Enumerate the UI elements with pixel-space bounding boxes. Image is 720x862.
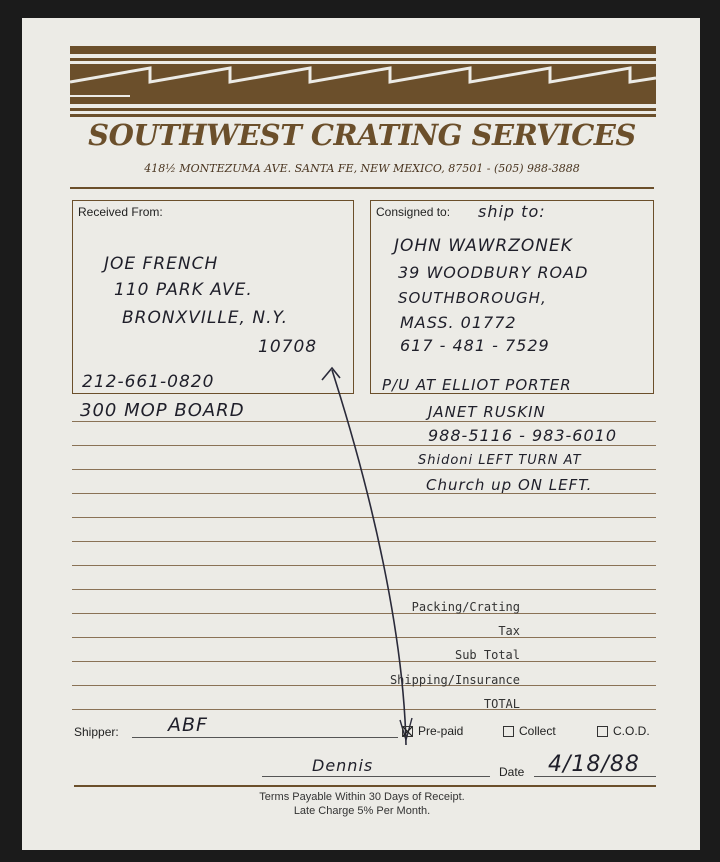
pickup-note: P/U AT ELLIOT PORTER: [382, 376, 572, 394]
recipient-street: 39 WOODBURY ROAD: [398, 263, 589, 282]
cod-checkbox[interactable]: [597, 726, 608, 737]
packing-crating-label: Packing/Crating: [411, 600, 520, 614]
date-value: 4/18/88: [548, 752, 640, 777]
terms-line-2: Late Charge 5% Per Month.: [293, 805, 431, 817]
ship-to-note: ship to:: [478, 202, 546, 221]
collect-checkbox[interactable]: [503, 726, 514, 737]
prepaid-option[interactable]: [402, 724, 463, 738]
directions-line-1: Shidoni LEFT TURN AT: [418, 453, 582, 468]
footer-divider: [74, 785, 656, 787]
subtotal-label: Sub Total: [454, 648, 520, 662]
collect-option[interactable]: [503, 724, 556, 738]
recipient-name: JOHN WAWRZONEK: [394, 236, 573, 256]
consigned-to-label: Consigned to:: [376, 205, 451, 219]
recipient-city: SOUTHBOROUGH,: [398, 289, 547, 307]
recipient-state: MASS. 01772: [400, 313, 517, 332]
shipping-insurance-label: Shipping/Insurance: [389, 673, 520, 687]
contact-name: JANET RUSKIN: [428, 403, 546, 421]
tax-label: Tax: [498, 624, 520, 638]
shipper-value: ABF: [168, 714, 208, 736]
collect-label: Collect: [519, 724, 556, 738]
contact-phones: 988-5116 - 983-6010: [428, 426, 618, 445]
sender-phone: 212-661-0820: [82, 372, 215, 392]
company-name: SOUTHWEST CRATING SERVICES: [88, 118, 636, 152]
total-label: TOTAL: [483, 697, 520, 711]
item-description: 300 MOP BOARD: [80, 400, 245, 421]
date-label: Date: [499, 765, 525, 779]
sender-name: JOE FRENCH: [104, 254, 219, 274]
terms-line-1: Terms Payable Within 30 Days of Receipt.: [259, 791, 465, 803]
cod-option[interactable]: [597, 724, 650, 738]
sender-zip: 10708: [258, 337, 318, 357]
cod-label: C.O.D.: [613, 724, 650, 738]
company-address: 418½ MONTEZUMA AVE. SANTA FE, NEW MEXICO, 87501 - (505) 988-3888: [144, 162, 580, 175]
shipper-label: Shipper:: [74, 725, 119, 739]
prepaid-checkbox[interactable]: [402, 726, 413, 737]
prepaid-label: Pre-paid: [418, 724, 464, 738]
sender-street: 110 PARK AVE.: [114, 280, 253, 300]
shipper-line: [132, 737, 398, 738]
signature: Dennis: [312, 756, 374, 775]
recipient-phone: 617 - 481 - 7529: [400, 336, 550, 355]
sender-city: BRONXVILLE, N.Y.: [122, 308, 289, 328]
directions-line-2: Church up ON LEFT.: [426, 476, 593, 494]
received-from-label: Received From:: [78, 205, 163, 219]
signature-line: [262, 776, 490, 777]
